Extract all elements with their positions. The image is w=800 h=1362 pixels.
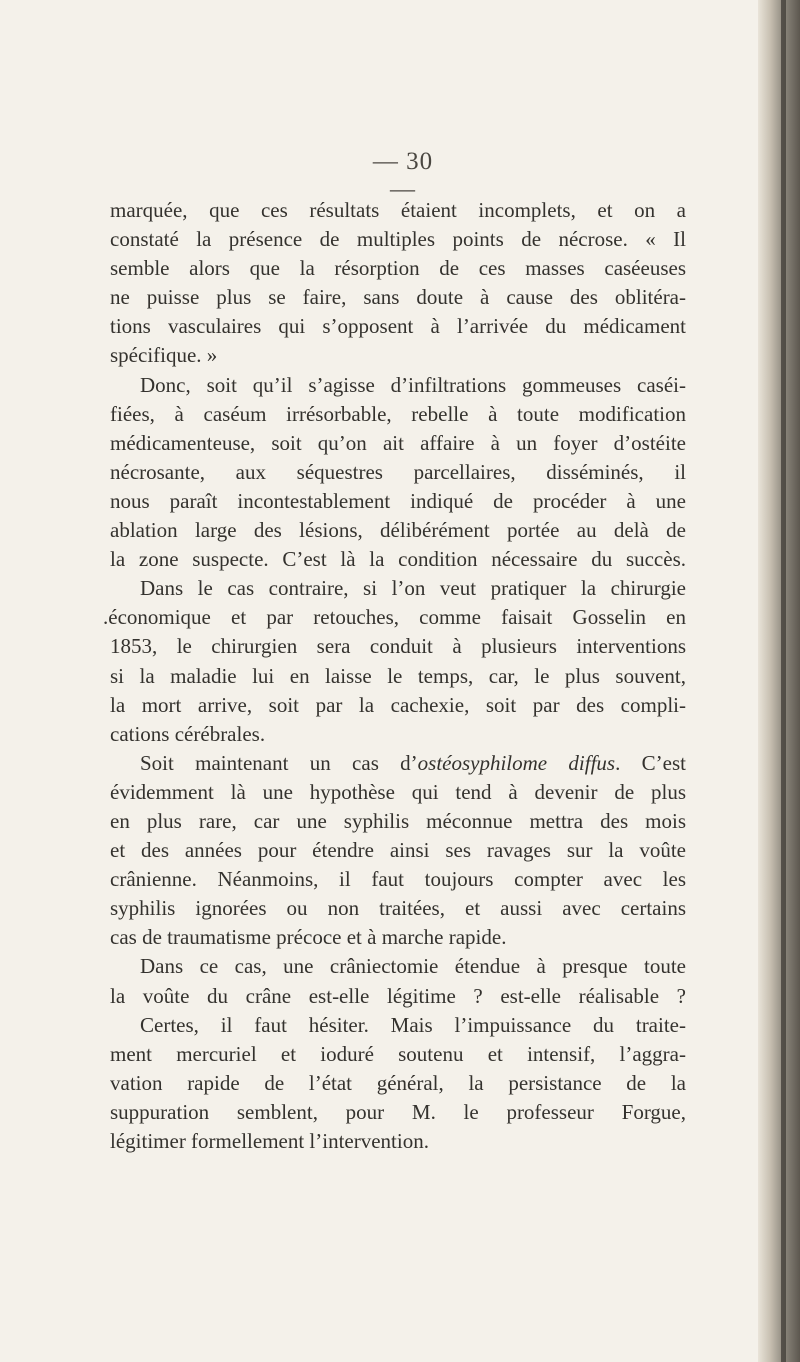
- text-line: ne puisse plus se faire, sans doute à cause des oblitéra-: [110, 285, 686, 310]
- text-line: suppuration semblent, pour M. le professeur Forgue,: [110, 1099, 686, 1124]
- text-line: ment mercuriel et ioduré soutenu et intensif, l’aggra-: [110, 1041, 686, 1066]
- text-line: si la maladie lui en laisse le temps, car, le plus souvent,: [110, 663, 686, 688]
- binding-edge: [758, 0, 800, 1362]
- page-number: — 30 —: [372, 148, 434, 203]
- paragraph-start-line: Dans le cas contraire, si l’on veut pratiquer la chirurgie: [140, 576, 686, 601]
- text-line: et des années pour étendre ainsi ses ravages sur la voûte: [110, 838, 686, 863]
- text-line: vation rapide de l’état général, la persistance de la: [110, 1070, 686, 1095]
- text-line: cations cérébrales.: [110, 721, 266, 746]
- text-line: la voûte du crâne est-elle légitime ? est-elle réalisable ?: [110, 983, 686, 1008]
- text-line: .économique et par retouches, comme faisait Gosselin en: [103, 605, 686, 630]
- text-line: en plus rare, car une syphilis méconnue mettra des mois: [110, 808, 686, 833]
- text-line: la mort arrive, soit par la cachexie, soit par des compli-: [110, 692, 686, 717]
- text-segment: Soit maintenant un cas d’: [140, 750, 418, 775]
- text-line: spécifique. »: [110, 343, 218, 368]
- text-line: marquée, que ces résultats étaient incomplets, et on a: [110, 198, 686, 222]
- italic-term: ostéosyphilome diffus: [417, 750, 616, 775]
- text-line: fiées, à caséum irrésorbable, rebelle à toute modification: [110, 401, 686, 426]
- text-segment: . C’est: [615, 750, 686, 775]
- body-text: [103, 196, 686, 1156]
- text-line: évidemment là une hypothèse qui tend à devenir de plus: [110, 779, 686, 804]
- paragraph-start-line: [110, 749, 686, 778]
- text-line: tions vasculaires qui s’opposent à l’arrivée du médicament: [110, 314, 686, 339]
- paragraph-start-line: Certes, il faut hésiter. Mais l’impuissance du traite-: [140, 1012, 686, 1037]
- text-line: ablation large des lésions, délibérément portée au delà de: [110, 518, 686, 543]
- text-line: médicamenteuse, soit qu’on ait affaire à un foyer d’ostéite: [110, 430, 686, 455]
- text-line: cas de traumatisme précoce et à marche rapide.: [110, 925, 507, 950]
- text-line: la zone suspecte. C’est là la condition nécessaire du succès.: [110, 547, 686, 572]
- text-line: semble alors que la résorption de ces masses caséeuses: [110, 256, 686, 281]
- text-line: légitimer formellement l’intervention.: [110, 1129, 429, 1153]
- text-line: nécrosante, aux séquestres parcellaires, disséminés, il: [110, 459, 686, 484]
- paragraph-start-line: Dans ce cas, une crâniectomie étendue à presque toute: [140, 954, 686, 979]
- text-line: nous paraît incontestablement indiqué de procéder à une: [110, 488, 686, 513]
- text-line: syphilis ignorées ou non traitées, et aussi avec certains: [110, 896, 686, 921]
- text-line: constaté la présence de multiples points de nécrose. « Il: [110, 227, 686, 252]
- binding-shadow-line: [781, 0, 786, 1362]
- paragraph-start-line: Donc, soit qu’il s’agisse d’infiltrations gommeuses caséi-: [140, 372, 686, 397]
- text-line: 1853, le chirurgien sera conduit à plusieurs interventions: [110, 634, 686, 659]
- text-line: crânienne. Néanmoins, il faut toujours compter avec les: [110, 867, 686, 892]
